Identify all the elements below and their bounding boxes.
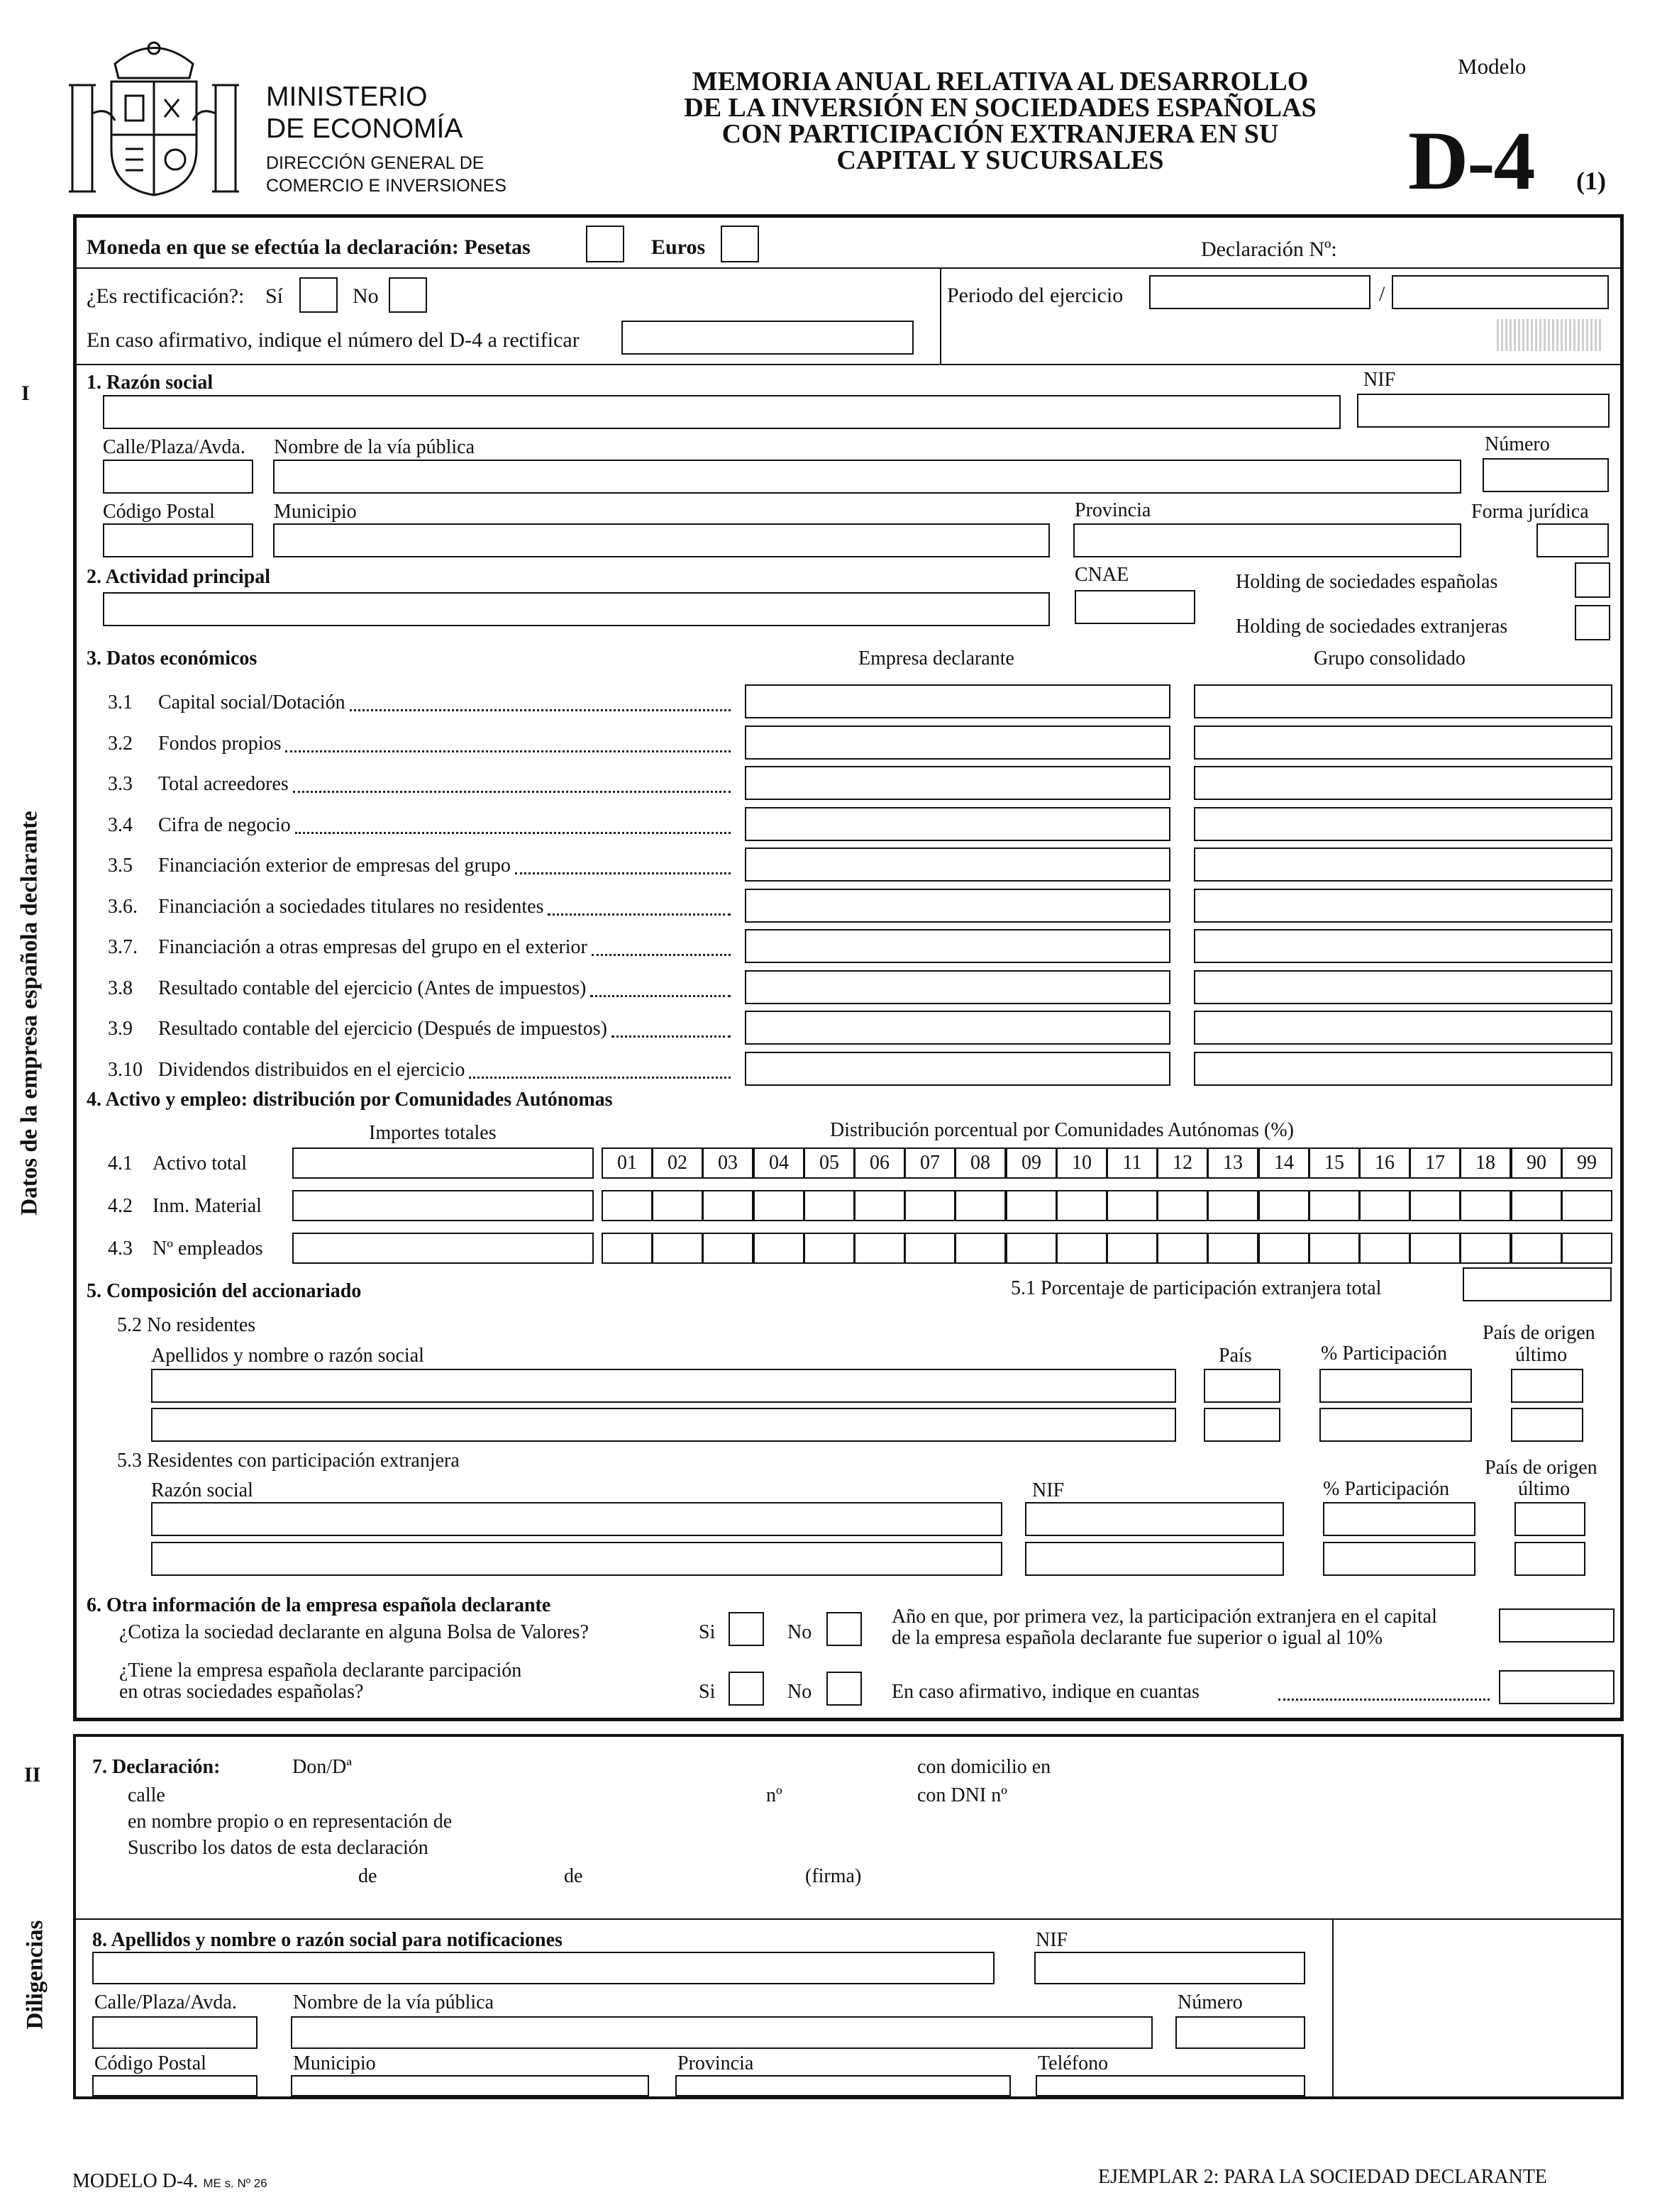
s3-empresa-field[interactable] [745,970,1170,1004]
s4-row-number: 4.2 [108,1195,133,1217]
ccaa-code-cell: 04 [753,1147,804,1179]
s8-name-field[interactable] [92,1952,995,1984]
forma-label: Forma jurídica [1471,501,1589,523]
s3-empresa-field[interactable] [745,1052,1170,1086]
s8-provincia-field[interactable] [675,2075,1011,2096]
ccaa-code-cell: 13 [1207,1147,1258,1179]
s3-empresa-field[interactable] [745,766,1170,800]
s4-row-label: Nº empleados [153,1238,263,1260]
ccaa-percent-cell[interactable] [1056,1233,1107,1264]
s1-nif-label: NIF [1363,369,1396,391]
s7-dni-label: con DNI nº [917,1784,1007,1806]
s5-origen-label-2: último [1515,1344,1568,1366]
s3-row-number: 3.2 [108,733,133,755]
s5-nif-label: NIF [1032,1479,1065,1501]
s3-grupo-field[interactable] [1194,766,1612,800]
s3-col-empresa: Empresa declarante [858,648,1014,669]
ccaa-percent-cell[interactable] [1006,1233,1057,1264]
modelo-label: Modelo [1458,54,1527,79]
s5-participacion-label: % Participación [1321,1343,1448,1365]
s7-suscribo-label: Suscribo los datos de esta declaración [128,1837,428,1859]
ccaa-percent-cell[interactable] [1359,1233,1410,1264]
divider [940,267,941,364]
title-line2: DE LA INVERSIÓN EN SOCIEDADES ESPAÑOLAS [684,93,1317,123]
ccaa-percent-cell[interactable] [602,1233,653,1264]
ccaa-percent-cell[interactable] [1157,1233,1208,1264]
s3-row-label: Financiación a sociedades titulares no residentes [158,896,544,918]
s3-grupo-field[interactable] [1194,929,1612,963]
s3-row-number: 3.3 [108,773,133,795]
nif-field[interactable] [1357,394,1610,428]
ccaa-percent-cell[interactable] [854,1233,905,1264]
res-razon-field-2[interactable] [151,1542,1002,1576]
s3-row-label: Total acreedores [158,773,289,795]
leader-dots [590,995,731,997]
ccaa-code-cell: 90 [1511,1147,1562,1179]
section-I-label: I [21,382,30,405]
s4-row-number: 4.1 [108,1152,133,1174]
footer-left-small: ME s. Nº 26 [203,2177,267,2190]
currency-label: Moneda en que se efectúa la declaración: Pesetas [87,235,531,259]
s7-firma-label: (firma) [805,1865,862,1887]
declaration-number-label: Declaración Nº: [1201,238,1337,261]
period-from-field[interactable] [1149,275,1370,309]
rectification-si-checkbox[interactable] [299,277,338,313]
cuantas-field[interactable] [1499,1670,1615,1704]
modelo-note: (1) [1576,167,1606,195]
divider [73,364,1624,365]
ccaa-percent-cell[interactable] [804,1190,855,1221]
s3-grupo-field[interactable] [1194,847,1612,882]
holding-ex-checkbox[interactable] [1575,605,1610,640]
res-pct-field-2[interactable] [1323,1542,1475,1576]
ccaa-percent-cell[interactable] [1258,1190,1309,1221]
s3-empresa-field[interactable] [745,807,1170,841]
street-name-label: Nombre de la vía pública [274,436,475,458]
leader-dots [515,872,731,874]
s3-col-grupo: Grupo consolidado [1314,648,1466,669]
period-slash: / [1379,282,1385,306]
s3-row-number: 3.7. [108,936,138,958]
s5-no-res-label: 5.2 No residentes [117,1314,256,1336]
euros-checkbox[interactable] [721,226,759,262]
s4-importe-field[interactable] [292,1233,594,1264]
ccaa-percent-cell[interactable] [1511,1233,1562,1264]
ministry-line2: DE ECONOMÍA [266,113,463,144]
ccaa-percent-cell[interactable] [1207,1233,1258,1264]
s8-telefono-field[interactable] [1036,2075,1305,2096]
s8-provincia-label: Provincia [677,2052,754,2074]
s3-row-label: Fondos propios [158,733,282,755]
ccaa-code-cell: 17 [1410,1147,1461,1179]
title-line4: CAPITAL Y SUCURSALES [836,145,1164,175]
s7-domicilio-label: con domicilio en [917,1756,1051,1778]
leader-dots [350,709,731,711]
ccaa-code-cell: 10 [1056,1147,1107,1179]
form-title [596,69,1405,174]
s3-grupo-field[interactable] [1194,1011,1612,1045]
rectify-number-label: En caso afirmativo, indique el número del D-4 a rectificar [87,328,580,352]
s4-distribucion-label: Distribución porcentual por Comunidades Autónomas (%) [830,1119,1294,1141]
section-II-label: II [24,1763,41,1786]
res-pct-field-1[interactable] [1323,1502,1475,1536]
s5-apellidos-label: Apellidos y nombre o razón social [151,1345,424,1367]
ccaa-percent-cell[interactable] [1460,1190,1511,1221]
holding-es-label: Holding de sociedades españolas [1236,571,1498,593]
ccaa-percent-cell[interactable] [1107,1233,1158,1264]
ccaa-percent-cell[interactable] [904,1190,956,1221]
provincia-label: Provincia [1075,499,1151,521]
s3-title: 3. Datos económicos [87,648,257,669]
divider [73,267,1624,269]
s6-year-line1: Año en que, por primera vez, la participación extranjera en el capital [892,1606,1437,1628]
s4-importes-label: Importes totales [369,1122,497,1144]
ccaa-percent-cell[interactable] [904,1233,956,1264]
s5-pais-label: País [1219,1345,1252,1367]
ccaa-code-cell: 14 [1258,1147,1309,1179]
s4-row-number: 4.3 [108,1238,133,1260]
number-label: Número [1485,433,1550,455]
ccaa-percent-cell[interactable] [955,1233,1006,1264]
year-field[interactable] [1499,1608,1615,1643]
s3-row-label: Resultado contable del ejercicio (Después de impuestos) [158,1018,607,1040]
no-res-name-field-2[interactable] [151,1408,1176,1442]
s3-grupo-field[interactable] [1194,684,1612,718]
ccaa-percent-cell[interactable] [702,1233,753,1264]
s5-razon-label: Razón social [151,1479,253,1501]
ccaa-percent-cell[interactable] [1107,1190,1158,1221]
res-origen-field-1[interactable] [1514,1502,1585,1536]
s7-calle-label: calle [128,1784,165,1806]
s6-q1-no-label: No [787,1621,812,1643]
leader-dots [611,1035,731,1038]
s5-origen-label-1: País de origen [1483,1322,1595,1344]
no-res-pais-field-1[interactable] [1204,1369,1280,1403]
s3-row-number: 3.4 [108,814,133,836]
coat-of-arms-icon [65,35,243,206]
modelo-code: D-4 [1408,114,1534,207]
s3-row-label: Cifra de negocio [158,814,291,836]
ccaa-code-cell: 05 [804,1147,855,1179]
s6-year-line2: de la empresa española declarante fue superior o igual al 10% [892,1627,1383,1649]
ccaa-code-cell: 15 [1309,1147,1360,1179]
s8-street-type-field[interactable] [92,2016,257,2049]
municipio-field[interactable] [273,523,1050,557]
s3-row-label: Financiación exterior de empresas del grupo [158,855,511,877]
s5-res-label: 5.3 Residentes con participación extranjera [117,1450,460,1472]
no-res-pct-field-1[interactable] [1319,1369,1472,1403]
ccaa-percent-cell[interactable] [955,1190,1006,1221]
divider [1332,1918,1334,2099]
s8-nif-label: NIF [1036,1929,1068,1951]
s6-q1-si-label: Si [699,1621,716,1643]
leader-dots [592,954,731,956]
s3-grupo-field[interactable] [1194,807,1612,841]
s8-municipio-label: Municipio [293,2052,376,2074]
ccaa-percent-cell[interactable] [804,1233,855,1264]
leader-dots [1278,1699,1490,1701]
ccaa-code-cell: 06 [854,1147,905,1179]
s6-title: 6. Otra información de la empresa española declarante [87,1594,551,1616]
s4-importe-field[interactable] [292,1190,594,1221]
ccaa-code-cell: 09 [1006,1147,1057,1179]
s8-street-name-field[interactable] [291,2016,1153,2049]
cnae-field[interactable] [1075,590,1195,624]
s3-row-number: 3.9 [108,1018,133,1040]
rectify-number-field[interactable] [621,321,914,355]
s6-q2-line2: en otras sociedades españolas? [119,1681,364,1703]
ccaa-code-cell: 01 [602,1147,653,1179]
forma-field[interactable] [1536,523,1609,557]
s3-row-label: Dividendos distribuidos en el ejercicio [158,1059,465,1081]
s7-de1-label: de [358,1865,377,1887]
s3-empresa-field[interactable] [745,684,1170,718]
ccaa-code-cell: 18 [1460,1147,1511,1179]
ccaa-percent-cell[interactable] [1460,1233,1511,1264]
s8-street-name-label: Nombre de la vía pública [293,1991,494,2013]
leader-dots [469,1077,731,1079]
municipio-label: Municipio [274,501,357,523]
holding-ex-label: Holding de sociedades extranjeras [1236,616,1508,638]
postal-label: Código Postal [103,501,215,523]
ccaa-percent-cell[interactable] [1359,1190,1410,1221]
s3-row-label: Financiación a otras empresas del grupo en el exterior [158,936,587,958]
no-res-pct-field-2[interactable] [1319,1408,1472,1442]
pesetas-checkbox[interactable] [586,226,624,262]
s5-participacion2-label: % Participación [1323,1478,1450,1500]
leader-dots [293,791,731,793]
s8-title: 8. Apellidos y nombre o razón social para notificaciones [92,1929,563,1951]
s3-row-number: 3.10 [108,1059,143,1081]
s3-empresa-field[interactable] [745,889,1170,923]
s3-empresa-field[interactable] [745,847,1170,882]
ccaa-percent-cell[interactable] [652,1190,703,1221]
ccaa-percent-cell[interactable] [1309,1233,1360,1264]
s6-q1: ¿Cotiza la sociedad declarante en alguna Bolsa de Valores? [119,1621,589,1643]
divider [73,1918,1624,1920]
res-razon-field-1[interactable] [151,1502,1002,1536]
cotiza-no-checkbox[interactable] [826,1612,862,1646]
ccaa-percent-cell[interactable] [1561,1233,1612,1264]
ccaa-percent-cell[interactable] [753,1233,804,1264]
no-res-pais-field-2[interactable] [1204,1408,1280,1442]
s8-number-label: Número [1178,1991,1243,2013]
ccaa-percent-cell[interactable] [854,1190,905,1221]
ccaa-percent-cell[interactable] [1309,1190,1360,1221]
ccaa-code-cell: 12 [1157,1147,1208,1179]
ccaa-code-cell: 08 [955,1147,1006,1179]
s6-q2-si-label: Si [699,1681,716,1703]
s3-empresa-field[interactable] [745,1011,1170,1045]
footer-left: MODELO D-4. [72,2170,199,2192]
s4-title: 4. Activo y empleo: distribución por Comunidades Autónomas [87,1089,613,1111]
s6-q2-no-label: No [787,1681,812,1703]
rectification-no-checkbox[interactable] [389,277,427,313]
s3-row-number: 3.5 [108,855,133,877]
ccaa-percent-cell[interactable] [1056,1190,1107,1221]
s3-grupo-field[interactable] [1194,970,1612,1004]
title-line3: CON PARTICIPACIÓN EXTRANJERA EN SU [721,119,1279,149]
s3-row-label: Capital social/Dotación [158,691,345,713]
res-nif-field-2[interactable] [1025,1542,1284,1576]
postal-field[interactable] [103,523,253,557]
no-res-name-field-1[interactable] [151,1369,1176,1403]
participa-si-checkbox[interactable] [729,1672,764,1706]
s7-title: 7. Declaración: [92,1756,221,1778]
s8-nif-field[interactable] [1034,1952,1305,1984]
street-type-label: Calle/Plaza/Avda. [103,436,245,458]
s3-row-label: Resultado contable del ejercicio (Antes de impuestos) [158,977,587,999]
no-res-origen-field-2[interactable] [1511,1408,1583,1442]
ministry-line1: MINISTERIO [266,82,428,112]
ccaa-percent-cell[interactable] [1410,1190,1461,1221]
s5-pct-total-label: 5.1 Porcentaje de participación extranjera total [1011,1277,1382,1299]
razon-social-field[interactable] [103,395,1341,429]
s7-num-label: nº [766,1784,782,1806]
s7-don-label: Don/Dª [292,1756,352,1778]
actividad-field[interactable] [103,592,1050,626]
ccaa-code-cell: 11 [1107,1147,1158,1179]
holding-es-checkbox[interactable] [1575,562,1610,598]
section-I-vertical: Datos de la empresa española declarante [16,811,43,1216]
s3-row-number: 3.6. [108,896,138,918]
s3-grupo-field[interactable] [1194,1052,1612,1086]
rectification-question: ¿Es rectificación?: [87,284,245,308]
s5-title: 5. Composición del accionariado [87,1280,362,1302]
ccaa-percent-cell[interactable] [652,1233,703,1264]
s3-row-number: 3.1 [108,691,133,713]
ccaa-code-cell: 03 [702,1147,753,1179]
s8-postal-field[interactable] [92,2075,257,2096]
s1-title: 1. Razón social [87,372,214,394]
s4-row-label: Inm. Material [153,1195,262,1217]
res-origen-field-2[interactable] [1514,1542,1585,1576]
number-field[interactable] [1483,458,1609,492]
reserved-stamp-area [1497,319,1603,351]
ccaa-percent-cell[interactable] [602,1190,653,1221]
s3-grupo-field[interactable] [1194,889,1612,923]
ccaa-code-cell: 16 [1359,1147,1410,1179]
cotiza-si-checkbox[interactable] [729,1612,764,1646]
s8-postal-label: Código Postal [94,2052,206,2074]
leader-dots [285,750,731,752]
direction-line1: DIRECCIÓN GENERAL DE [266,153,484,173]
s8-street-type-label: Calle/Plaza/Avda. [94,1991,237,2013]
title-line1: MEMORIA ANUAL RELATIVA AL DESARROLLO [692,67,1309,96]
s3-empresa-field[interactable] [745,726,1170,760]
street-name-field[interactable] [273,460,1461,494]
ccaa-percent-cell[interactable] [1157,1190,1208,1221]
street-type-field[interactable] [103,460,253,494]
footer-model [72,2172,267,2191]
s8-number-field[interactable] [1175,2016,1305,2049]
s4-row-label: Activo total [153,1152,247,1174]
ccaa-code-cell: 99 [1561,1147,1612,1179]
direction-line2: COMERCIO E INVERSIONES [266,176,506,196]
provincia-field[interactable] [1073,523,1461,557]
s2-title: 2. Actividad principal [87,566,271,588]
ccaa-code-cell: 02 [652,1147,703,1179]
s6-q2-line1: ¿Tiene la empresa española declarante parcipación [119,1660,522,1682]
s7-de2-label: de [564,1865,583,1887]
participa-no-checkbox[interactable] [826,1672,862,1706]
s5-origen2-label-1: País de origen [1485,1457,1597,1479]
s3-empresa-field[interactable] [745,929,1170,963]
period-label: Periodo del ejercicio [947,284,1124,307]
ccaa-percent-cell[interactable] [1511,1190,1562,1221]
s3-row-number: 3.8 [108,977,133,999]
s8-telefono-label: Teléfono [1038,2052,1109,2074]
s8-municipio-field[interactable] [291,2075,649,2096]
res-nif-field-1[interactable] [1025,1502,1284,1536]
rectification-no-label: No [353,284,379,308]
period-to-field[interactable] [1392,275,1609,309]
euros-label: Euros [651,235,706,259]
ccaa-percent-cell[interactable] [1561,1190,1612,1221]
cnae-label: CNAE [1075,564,1129,586]
leader-dots [548,913,731,916]
s3-grupo-field[interactable] [1194,726,1612,760]
s7-nombre-label: en nombre propio o en representación de [128,1811,453,1833]
footer-copy: EJEMPLAR 2: PARA LA SOCIEDAD DECLARANTE [1098,2166,1547,2188]
ccaa-percent-cell[interactable] [702,1190,753,1221]
ccaa-percent-cell[interactable] [1410,1233,1461,1264]
ccaa-code-cell: 07 [904,1147,956,1179]
no-res-origen-field-1[interactable] [1511,1369,1583,1403]
section-II-vertical: Diligencias [22,1920,48,2030]
s4-importe-field[interactable] [292,1147,594,1179]
ccaa-percent-cell[interactable] [1006,1190,1057,1221]
s5-origen2-label-2: último [1518,1478,1571,1500]
pct-total-field[interactable] [1463,1267,1612,1301]
s6-cuantas-label: En caso afirmativo, indique en cuantas [892,1681,1200,1703]
ccaa-percent-cell[interactable] [1207,1190,1258,1221]
rectification-si-label: Sí [265,284,284,308]
ccaa-percent-cell[interactable] [1258,1233,1309,1264]
ccaa-percent-cell[interactable] [753,1190,804,1221]
leader-dots [295,832,731,834]
